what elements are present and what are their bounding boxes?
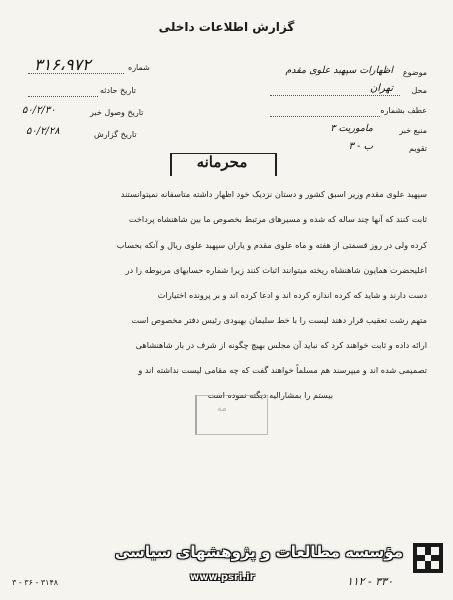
faint-stamp-mark <box>195 395 268 435</box>
body-line: کرده ولی در روز قسمتی از هفته و ماه علوی مقدم و یاران سپهبد علوی ریال و آنکه بحساب <box>116 240 427 250</box>
source-label: منبع خبر <box>399 126 427 135</box>
subject-label: موضوع <box>402 68 427 77</box>
receipt-date-value: ۵۰/۲/۳۰ <box>22 105 56 116</box>
reference-underline <box>270 116 380 117</box>
location-underline <box>270 95 400 96</box>
watermark-title: مؤسسه مطالعات و پژوهشهای سیاسی <box>114 543 403 561</box>
reference-label: عطف بشماره <box>380 106 427 115</box>
footer-number: ۳۳۰ - ۱۱۲ <box>346 575 393 588</box>
source-value: ماموریت ۳ <box>330 123 373 134</box>
institute-logo-icon <box>413 543 443 573</box>
watermark-url[interactable]: www.psri.ir <box>190 572 255 583</box>
calendar-label: تقویم <box>409 144 427 153</box>
faint-stamp-text: مه <box>217 404 227 414</box>
confidential-stamp: محرمانه <box>196 153 248 171</box>
number-label: شماره <box>128 63 150 72</box>
body-line: دست دارند و شاید که کرده اندازه کرده اند و ادعا کرده اند و بر پرونده اختیارات <box>157 290 427 300</box>
body-line: سپهبد علوی مقدم وزیر اسبق کشور و دستان نزدیک خود اظهار داشته متاسفانه نمیتوانستند <box>120 189 427 199</box>
number-value: ۳۱۶،۹۷۲ <box>34 55 91 74</box>
receipt-date-label: تاریخ وصول خبر <box>90 108 144 117</box>
number-underline <box>28 73 124 74</box>
document-title: گزارش اطلاعات داخلی <box>158 20 295 34</box>
body-line: اعلیحضرت همایون شاهنشاه ریخته میتوانند اثبات کنند زیرا شماره حسابهای مربوطه را در <box>125 265 427 275</box>
incident-date-underline <box>28 96 98 97</box>
report-date-label: تاریخ گزارش <box>94 130 137 139</box>
body-line: ثابت کنند که آنها چند ساله که شده و مسیرهای مرتبط بخصوص ما بین شاهنشاه پرداخت <box>128 214 427 224</box>
body-line: تصمیمی شده اند و میپرسند هم مسلماً خواهند گفت که چه مقامی لیست نداشته اند و <box>138 365 427 375</box>
report-date-value: ۵۰/۲/۲۸ <box>26 126 60 137</box>
location-value: تهران <box>369 83 393 94</box>
body-line: ارائه داده و ثابت خواهند کرد که نباید آن مجلس بهیچ چگونه از شرف در بار شاهنشاهی <box>135 340 427 350</box>
body-line: بیستم را بمشارالیه دیگته نموده است <box>207 390 333 400</box>
incident-date-label: تاریخ حادثه <box>100 86 136 95</box>
calendar-value: ب - ۳ <box>348 141 373 152</box>
subject-value: اظهارات سپهبد علوی مقدم <box>285 65 393 76</box>
footer-code: ۳۱۴۸ - ۳۶ - ۳ <box>12 578 59 587</box>
location-label: محل <box>411 86 427 95</box>
body-line: متهم رشت تعقیب قرار دهند لیست را با خط سلیمان بهبودی رئیس دفتر مخصوص است <box>131 315 427 325</box>
